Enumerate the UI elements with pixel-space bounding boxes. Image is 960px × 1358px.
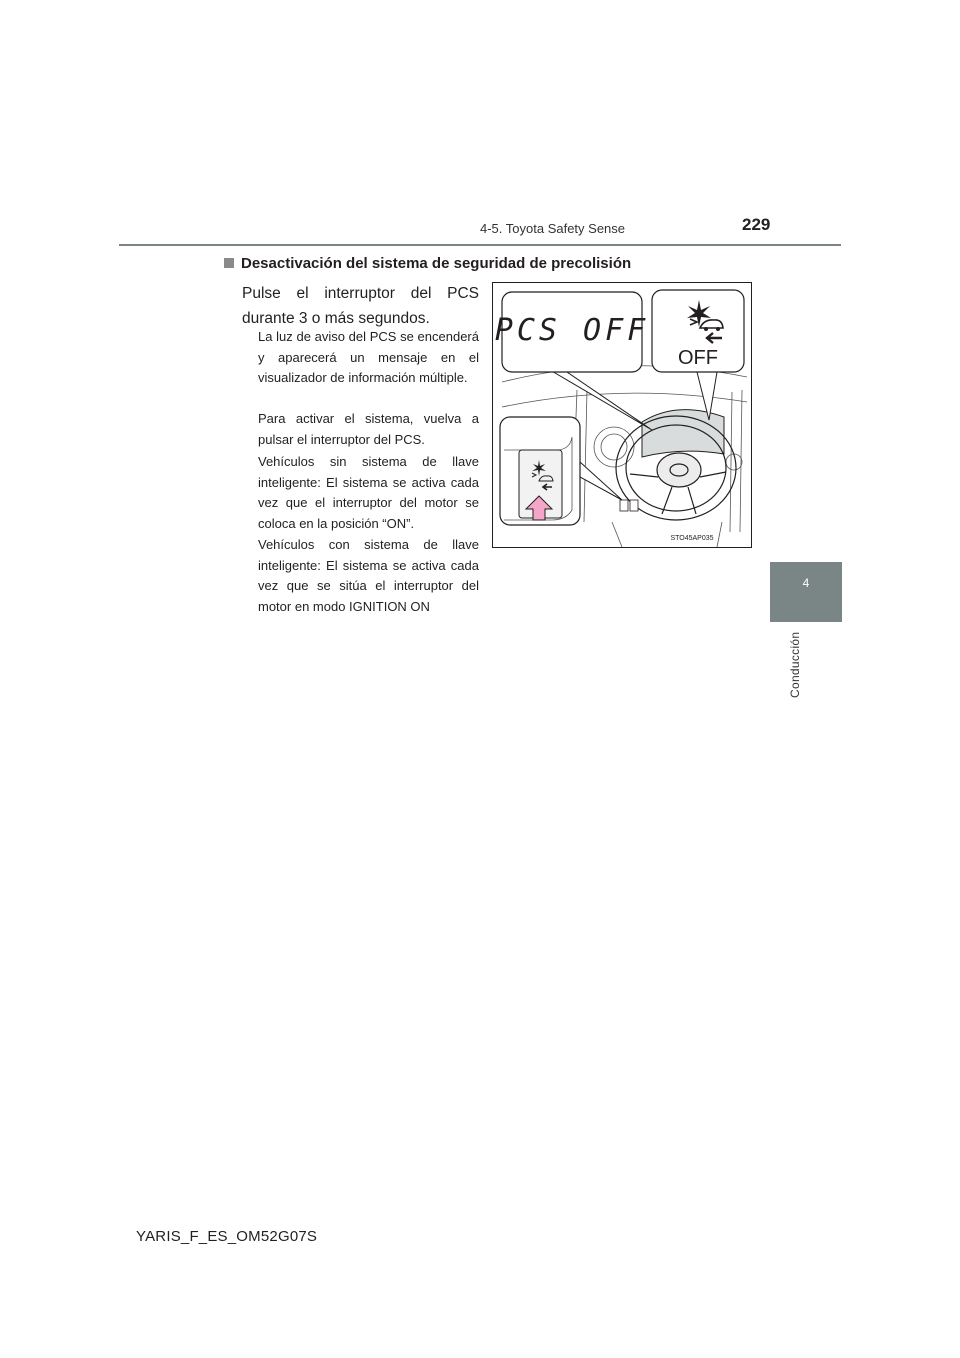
note-smart-key: Vehículos con sistema de llave inteligente: El sistema se activa cada vez que se sitúa el interruptor del motor en modo IGNITION ON bbox=[258, 537, 479, 614]
note-reactivate: Para activar el sistema, vuelva a pulsar el interruptor del PCS. bbox=[258, 411, 479, 447]
square-bullet-icon bbox=[224, 258, 234, 268]
header-section-title: 4-5. Toyota Safety Sense bbox=[480, 221, 626, 236]
section-heading-text: Desactivación del sistema de seguridad de precolisión bbox=[241, 255, 632, 272]
pcs-switch-illustration bbox=[492, 282, 752, 548]
figure-code: STO45AP035 bbox=[670, 535, 714, 542]
header-divider bbox=[119, 244, 841, 246]
indicator-off-text: OFF bbox=[678, 347, 718, 369]
note-no-smart-key: Vehículos sin sistema de llave inteligente: El sistema se activa cada vez que el interruptor del motor se coloca en la posición “ON”. bbox=[258, 454, 479, 531]
document-code: YARIS_F_ES_OM52G07S bbox=[136, 1228, 318, 1245]
chapter-name: Conducción bbox=[788, 631, 802, 698]
chapter-tab bbox=[770, 562, 842, 622]
chapter-number: 4 bbox=[802, 576, 810, 590]
display-message-text: PCS OFF bbox=[494, 313, 650, 348]
page-number: 229 bbox=[742, 215, 771, 234]
section-heading bbox=[224, 255, 631, 272]
note-warning-light: La luz de aviso del PCS se encenderá y aparecerá un mensaje en el visualizador de información múltiple. bbox=[258, 329, 479, 385]
instruction-text: Pulse el interruptor del PCS durante 3 o más segundos. bbox=[242, 285, 479, 327]
